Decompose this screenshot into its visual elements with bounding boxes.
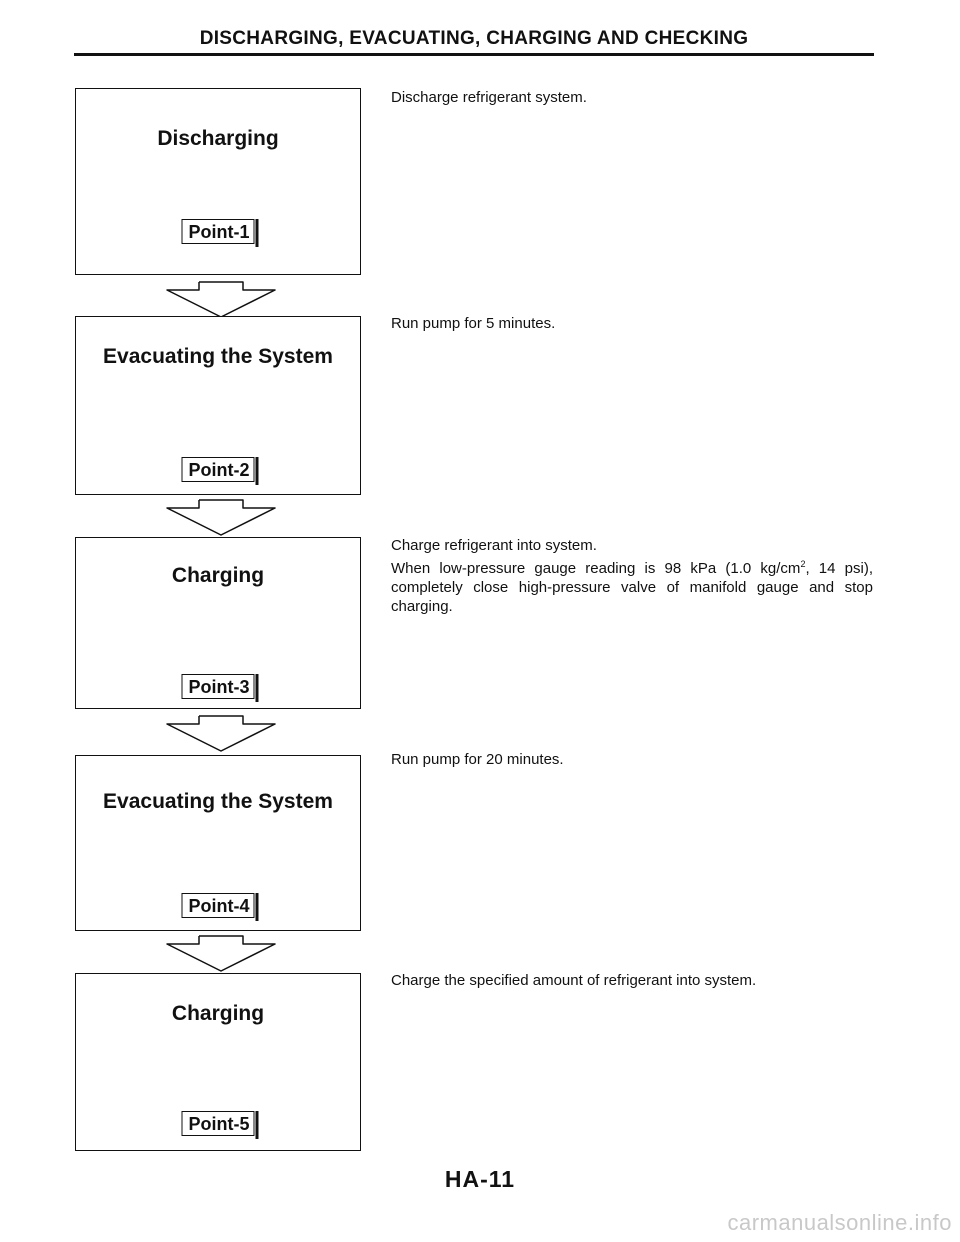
step-description-4: Run pump for 20 minutes. [391,751,564,768]
step-description-5: Charge the specified amount of refrigerant into system. [391,972,757,989]
point-tag: Point-1 [182,219,255,244]
step-box-1 [75,88,361,275]
point-tag: Point-3 [182,674,255,699]
step-description-1: Discharge refrigerant system. [391,89,587,106]
step-box-5 [75,973,361,1151]
description-line: When low-pressure gauge reading is 98 kPa (1.0 $kg/cm^2$, 14 psi), completely close high-pressure valve of manifold gauge and stop charging. [391,559,873,615]
description-line: Charge refrigerant into system. [391,537,597,554]
watermark: carmanualsonline.info [727,1210,952,1235]
step-description-3 [391,536,873,616]
step-title: Evacuating the System [103,790,333,813]
point-tag: Point-5 [182,1111,255,1136]
flow-arrow-icon [165,934,277,974]
step-title: Charging [171,1002,265,1025]
step-box-2 [75,316,361,495]
step-box-3 [75,537,361,709]
flow-arrow-icon [165,280,277,320]
page-number: HA-11 [444,1166,516,1192]
step-description-2: Run pump for 5 minutes. [391,315,556,332]
point-tag: Point-2 [182,457,255,482]
page-header-title: DISCHARGING, EVACUATING, CHARGING AND CHECKING [199,28,749,49]
step-title: Discharging [157,127,279,150]
flow-arrow-icon [165,714,277,754]
header-rule [74,53,874,56]
flow-arrow-icon [165,498,277,538]
point-tag: Point-4 [182,893,255,918]
step-box-4 [75,755,361,931]
step-title: Evacuating the System [103,345,333,368]
step-title: Charging [171,564,265,587]
